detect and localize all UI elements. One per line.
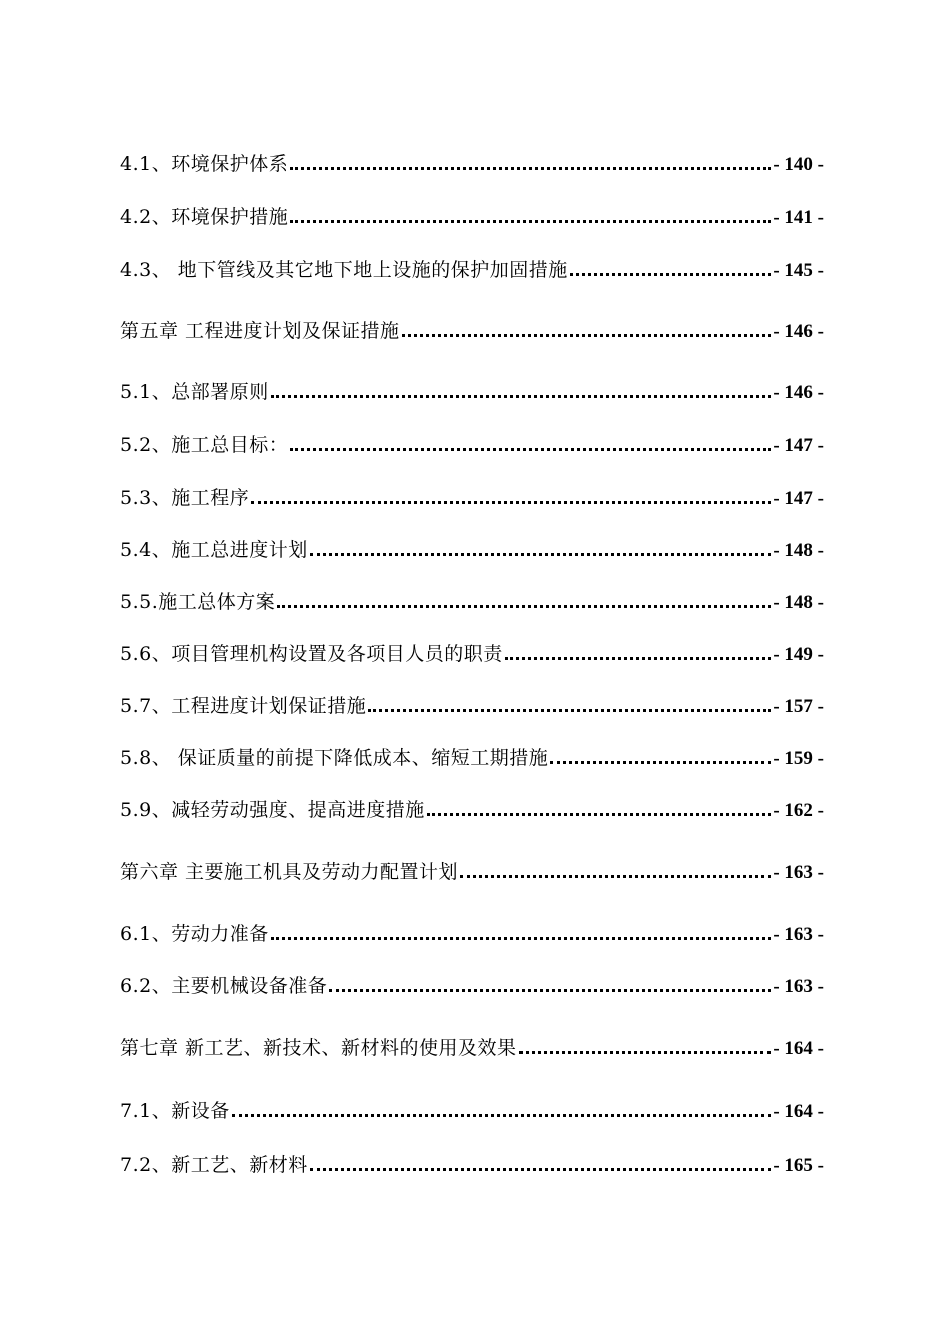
toc-entry-title: 第七章 新工艺、新技术、新材料的使用及效果 bbox=[120, 1037, 517, 1059]
toc-entry-5-7[interactable] bbox=[120, 686, 824, 716]
toc-entry-5-5[interactable] bbox=[120, 582, 824, 612]
toc-entry-4-2[interactable] bbox=[120, 197, 824, 227]
toc-page-number: - 163 - bbox=[773, 924, 824, 945]
toc-entry-5-3[interactable] bbox=[120, 478, 824, 508]
toc-page-number: - 146 - bbox=[773, 321, 824, 342]
toc-page-number: - 145 - bbox=[773, 260, 824, 281]
toc-dot-leader bbox=[460, 875, 771, 878]
toc-entry-title: 5.9、减轻劳动强度、提高进度措施 bbox=[120, 799, 425, 821]
toc-entry-title: 5.6、项目管理机构设置及各项目人员的职责 bbox=[120, 643, 503, 665]
toc-entry-title: 5.8、 保证质量的前提下降低成本、缩短工期措施 bbox=[120, 747, 549, 769]
toc-page-number: - 165 - bbox=[773, 1155, 824, 1176]
toc-dot-leader bbox=[550, 761, 771, 764]
toc-entry-7-2[interactable] bbox=[120, 1145, 824, 1175]
toc-dot-leader bbox=[329, 989, 771, 992]
toc-entry-5-9[interactable] bbox=[120, 790, 824, 820]
toc-entry-title: 5.1、总部署原则 bbox=[120, 381, 269, 403]
toc-entry-title: 4.3、 地下管线及其它地下地上设施的保护加固措施 bbox=[120, 259, 568, 281]
toc-entry-title: 4.1、环境保护体系 bbox=[120, 153, 289, 175]
toc-page-number: - 164 - bbox=[773, 1038, 824, 1059]
toc-page-number: - 162 - bbox=[773, 800, 824, 821]
toc-entry-chapter-5[interactable] bbox=[120, 311, 824, 341]
toc-page-number: - 157 - bbox=[773, 696, 824, 717]
table-of-contents bbox=[120, 0, 824, 1344]
toc-dot-leader bbox=[570, 273, 772, 276]
toc-entry-title: 6.1、劳动力准备 bbox=[120, 923, 269, 945]
toc-entry-title: 7.1、新设备 bbox=[120, 1100, 230, 1122]
toc-dot-leader bbox=[251, 501, 771, 504]
toc-dot-leader bbox=[277, 605, 771, 608]
toc-entry-5-6[interactable] bbox=[120, 634, 824, 664]
toc-entry-5-8[interactable] bbox=[120, 738, 824, 768]
toc-entry-title: 5.4、施工总进度计划 bbox=[120, 539, 308, 561]
toc-entry-chapter-6[interactable] bbox=[120, 852, 824, 882]
toc-entry-5-1[interactable] bbox=[120, 372, 824, 402]
toc-entry-title: 6.2、主要机械设备准备 bbox=[120, 975, 328, 997]
toc-entry-title: 5.7、工程进度计划保证措施 bbox=[120, 695, 367, 717]
toc-page-number: - 159 - bbox=[773, 748, 824, 769]
toc-entry-6-1[interactable] bbox=[120, 914, 824, 944]
toc-entry-4-3[interactable] bbox=[120, 250, 824, 280]
toc-entry-title: 5.2、施工总目标： bbox=[120, 434, 289, 456]
toc-dot-leader bbox=[519, 1051, 772, 1054]
toc-page-number: - 140 - bbox=[773, 154, 824, 175]
toc-dot-leader bbox=[427, 813, 772, 816]
toc-dot-leader bbox=[232, 1114, 772, 1117]
toc-page-number: - 148 - bbox=[773, 540, 824, 561]
toc-page-number: - 141 - bbox=[773, 207, 824, 228]
toc-page-number: - 163 - bbox=[773, 862, 824, 883]
toc-dot-leader bbox=[271, 937, 772, 940]
toc-dot-leader bbox=[310, 1168, 772, 1171]
toc-dot-leader bbox=[290, 448, 771, 451]
toc-dot-leader bbox=[290, 167, 771, 170]
toc-entry-5-2[interactable] bbox=[120, 425, 824, 455]
toc-dot-leader bbox=[402, 334, 772, 337]
toc-page-number: - 147 - bbox=[773, 488, 824, 509]
toc-entry-4-1[interactable] bbox=[120, 144, 824, 174]
toc-entry-title: 第六章 主要施工机具及劳动力配置计划 bbox=[120, 861, 459, 883]
toc-dot-leader bbox=[290, 220, 771, 223]
toc-page-number: - 149 - bbox=[773, 644, 824, 665]
toc-page-number: - 164 - bbox=[773, 1101, 824, 1122]
toc-entry-title: 第五章 工程进度计划及保证措施 bbox=[120, 320, 400, 342]
toc-entry-5-4[interactable] bbox=[120, 530, 824, 560]
toc-page-number: - 148 - bbox=[773, 592, 824, 613]
toc-dot-leader bbox=[271, 395, 772, 398]
toc-page-number: - 146 - bbox=[773, 382, 824, 403]
toc-entry-6-2[interactable] bbox=[120, 966, 824, 996]
toc-entry-title: 5.5.施工总体方案 bbox=[120, 591, 276, 613]
toc-entry-title: 5.3、施工程序 bbox=[120, 487, 250, 509]
toc-entry-title: 7.2、新工艺、新材料 bbox=[120, 1154, 308, 1176]
toc-dot-leader bbox=[368, 709, 771, 712]
toc-page-number: - 163 - bbox=[773, 976, 824, 997]
toc-entry-chapter-7[interactable] bbox=[120, 1028, 824, 1058]
toc-dot-leader bbox=[310, 553, 772, 556]
toc-dot-leader bbox=[505, 657, 772, 660]
toc-entry-7-1[interactable] bbox=[120, 1091, 824, 1121]
toc-page-number: - 147 - bbox=[773, 435, 824, 456]
toc-entry-title: 4.2、环境保护措施 bbox=[120, 206, 289, 228]
